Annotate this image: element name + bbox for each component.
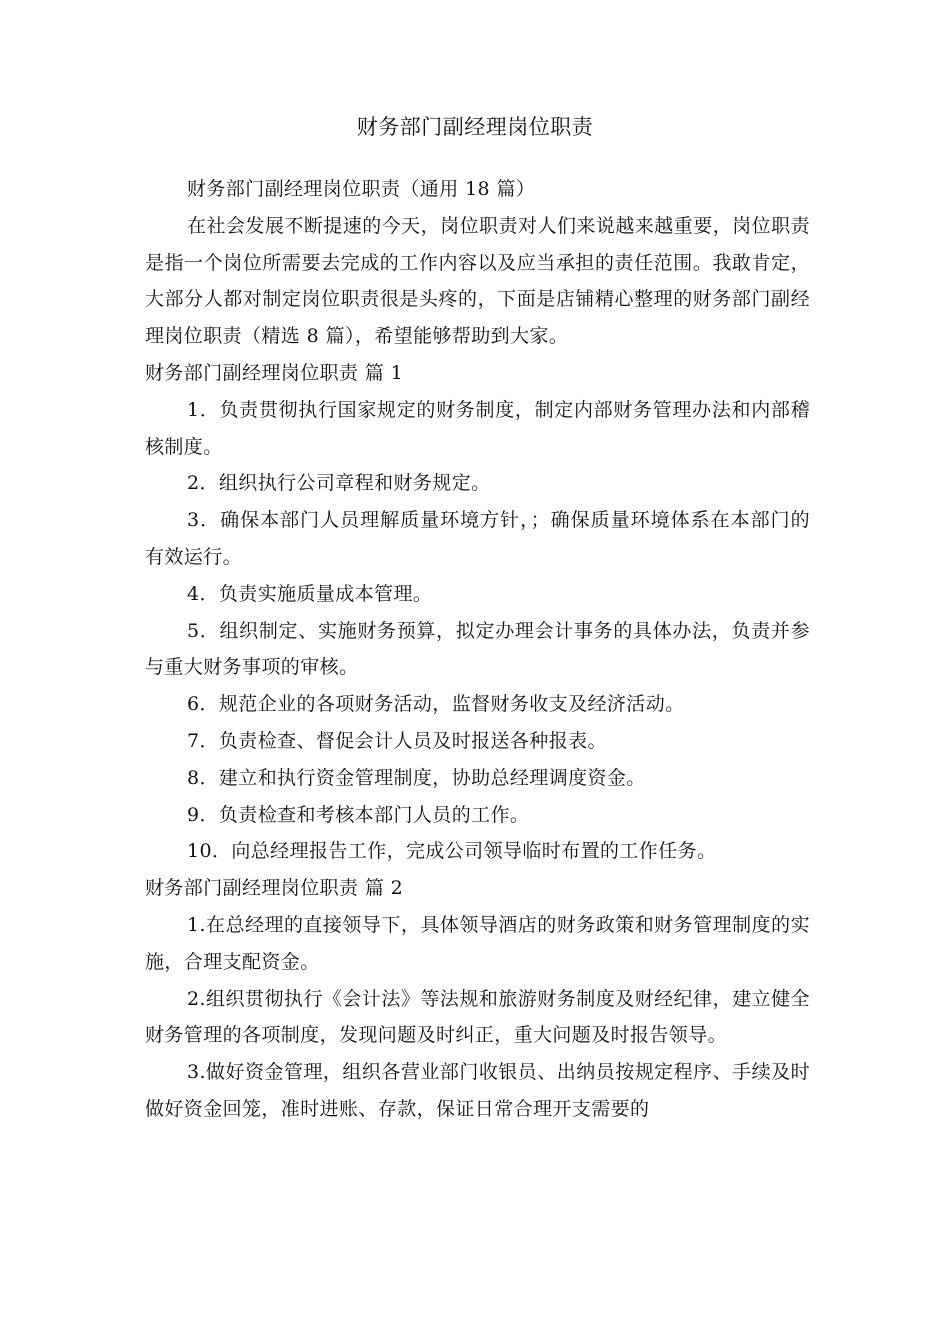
document-body: [145, 171, 810, 1128]
list-item: 10．向总经理报告工作，完成公司领导临时布置的工作任务。: [187, 840, 717, 863]
document-subtitle: 财务部门副经理岗位职责（通用 18 篇）: [187, 178, 536, 200]
intro-paragraph: 在社会发展不断提速的今天，岗位职责对人们来说越来越重要，岗位职责是指一个岗位所需要去完成的工作内容以及应当承担的责任范围。我敢肯定，大部分人都对制定岗位职责很是头疼的，下面是店铺精心整理的财务部门副经理岗位职责（精选 8 篇），希望能够帮助到大家。: [145, 214, 810, 348]
list-item: 6．规范企业的各项财务活动，监督财务收支及经济活动。: [187, 693, 685, 716]
list-item: 5．组织制定、实施财务预算，拟定办理会计事务的具体办法，负责并参与重大财务事项的审核。: [145, 619, 810, 679]
list-item: 3．确保本部门人员理解质量环境方针，；确保质量环境体系在本部门的有效运行。: [145, 509, 810, 568]
list-item: 9．负责检查和考核本部门人员的工作。: [187, 803, 530, 826]
section-heading-1: 财务部门副经理岗位职责 篇 1: [145, 361, 404, 384]
list-item: 8．建立和执行资金管理制度，协助总经理调度资金。: [187, 766, 646, 789]
document-title: 财务部门副经理岗位职责: [356, 115, 594, 139]
list-item: 1.在总经理的直接领导下，具体领导酒店的财务政策和财务管理制度的实施，合理支配资金。: [145, 913, 810, 973]
list-item: 4．负责实施质量成本管理。: [187, 582, 433, 605]
list-item: 3.做好资金管理，组织各营业部门收银员、出纳员按规定程序、手续及时做好资金回笼，准时进账、存款，保证日常合理开支需要的: [145, 1061, 810, 1120]
list-item: 1．负责贯彻执行国家规定的财务制度，制定内部财务管理办法和内部稽核制度。: [145, 398, 810, 458]
list-item: 7．负责检查、督促会计人员及时报送各种报表。: [187, 729, 607, 752]
section-heading-2: 财务部门副经理岗位职责 篇 2: [145, 877, 404, 900]
list-item: 2.组织贯彻执行《会计法》等法规和旅游财务制度及财经纪律，建立健全财务管理的各项制度，发现问题及时纠正，重大问题及时报告领导。: [145, 987, 810, 1047]
list-item: 2．组织执行公司章程和财务规定。: [187, 472, 491, 495]
